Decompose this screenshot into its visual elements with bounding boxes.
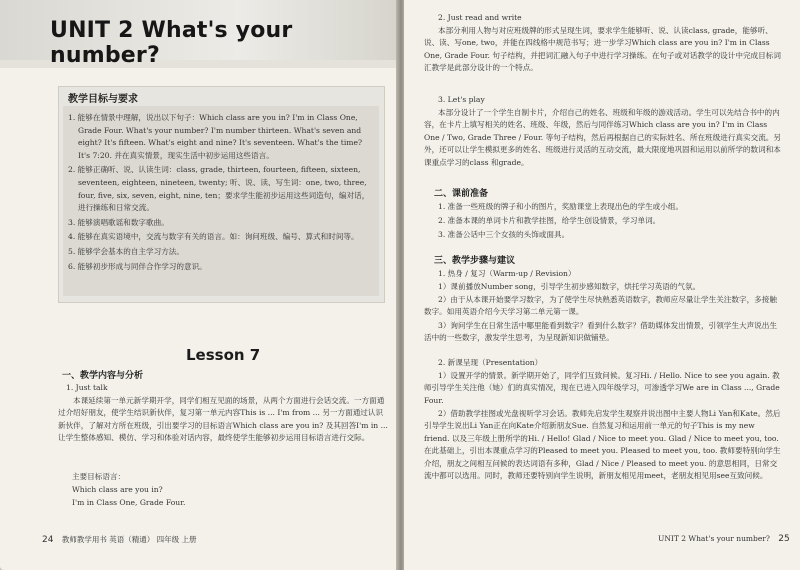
item-body: 本部分利用人物与对应班级牌的形式呈现生词，要求学生能够听、说、认读class, grade，能够听、说、读、写one, two，并能在四线格中规范书写；进一步学习Which class are you in? I'm in Class One, Grade Four. 句子结构，并把词汇融入句子中进行学习操练。在句子或对话教学的设计中完成目标词汇教学是此部分设计的一个特点。 [424,26,781,73]
left-page [0,0,398,570]
item-label: 2. Just read and write [438,13,522,22]
target-line: Which class are you in? [72,485,163,494]
footer-text: UNIT 2 What's your number? [658,534,770,543]
section2-heading: 二、课前准备 [434,189,489,199]
section1-body: 本课延续第一单元新学期开学，同学们相互见面的场景，从两个方面进行会话交流。一方面通过介绍好朋友，使学生结识新伙伴，复习第一单元内容This is ... I'm from ... 另一方面通过认识新伙伴，了解对方所在班级，引出要学习的目标语言Which class are you in? 及其回答I'm in ... 让学生整体感知、模仿、学习和体验对话内容，最终使学生能够初步运用目标语言进行交际。 [58,396,388,443]
item-label: 3. Let's play [438,95,485,104]
prep-item: 2. 准备本课的单词卡片和教学挂图，给学生创设情景，学习单词。 [438,216,661,225]
goal-item: 1. 能够在情景中理解，说出以下句子：Which class are you in? I'm in Class One, Grade Four. What's your number? I'm number thirteen. What's seven and eight? It's fifteen. What's eight and nine? It's seventeen. What's the time? It's 7:20. 并在真实情景，现实生活中初步运用这些语言。 [68,113,363,160]
warmup-item: 3）询问学生在日常生活中哪里能看到数字？看到什么数字？借助媒体发出情景，引领学生大声说出生活中的一些数字，激发学生思考，为呈现新知识做铺垫。 [424,321,777,343]
presentation-item: 2）借助教学挂图或光盘视听学习会话。教师先启发学生观察并说出图中主要人物Li Yan和Kate。然后引导学生说出Li Yan正在向Kate介绍新朋友Sue. 自然复习和运用前一单元的句子This is my new friend. 以及三年级上册所学的Hi. / Hello! Glad / Nice to meet you. Glad / Nice to meet you, too. 在此基础上，引出本课重点学习的Pleased to meet you. Pleased to meet you, too. 教师要特别向学生介绍，朋友之间相互问候的表达词语有多种，Glad / Nice / Pleased to meet you. 的意思相同，日常交流中都可以选用。同时，教师还要特别向学生说明，新朋友相见用meet，老朋友相见用see互致问候。 [424,409,781,481]
goal-item: 2. 能够正确听、说、认读生词：class, grade, thirteen, fourteen, fifteen, sixteen, seventeen, eighteen, nineteen, twenty; 听、说、读、写生词：one, two, three, four, five, six, seven, eight, nine, ten；要求学生能初步运用这些词造句，编对话，进行操练和日常交流。 [68,165,370,213]
warmup-label: 1. 热身 / 复习（Warm-up / Revision） [438,269,576,278]
prep-item: 1. 准备一些班级的牌子和小的图片，奖励课堂上表现出色的学生或小组。 [438,202,684,211]
right-page [404,0,800,570]
lesson-title: Lesson 7 [186,346,261,364]
goals-heading: 教学目标与要求 [68,94,138,105]
page-number: 24 [42,535,54,545]
goal-item: 3. 能够演唱歌谣和数字歌曲。 [68,217,169,227]
goal-item: 4. 能够在真实语境中，交流与数字有关的语言。如：询问班级、编号、算式和时间等。 [68,232,359,242]
presentation-label: 2. 新课呈现（Presentation） [438,358,543,367]
right-footer [658,534,790,544]
section1-subheading: 1. Just talk [66,383,108,392]
footer-text: 教师教学用书 英语（精通） 四年级 上册 [61,535,197,544]
presentation-item: 1）设置开学的情景。新学期开始了，同学们互致问候。复习Hi. / Hello. Nice to see you again. 教师引导学生关注他（她）们的真实情况，现在已进入四年级学习，可渗透学习We are in Class ..., Grade Four. [424,371,780,405]
section3-heading: 三、教学步骤与建议 [434,256,516,266]
goals-list [68,112,374,275]
warmup-item: 1）课前播放Number song，引导学生初步感知数字，烘托学习英语的气氛。 [438,282,701,291]
left-footer [42,534,197,545]
item-body: 本部分设计了一个学生自制卡片，介绍自己的姓名、班级和年级的游戏活动。学生可以先结合书中的内容，在卡片上填写相关的姓名、班级、年级，然后与同伴练习Which class are you in? I'm in Class One / Two, Grade Three / Four. 等句子结构，然后再根据自己的实际姓名、所在班级进行真实交流。另外，还可以让学生模拟更多的姓名、班级进行灵活的互动交流，最大限度地巩固和运用以前所学的数词和本课重点学习的class 和grade。 [424,108,781,167]
prep-item: 3. 准备公话中三个女孩的头饰或面具。 [438,230,570,239]
section1-heading: 一、教学内容与分析 [62,371,144,381]
goal-item: 6. 能够初步形成与同伴合作学习的意识。 [68,261,207,271]
target-heading: 主要目标语言： [72,472,126,481]
target-line: I'm in Class One, Grade Four. [72,498,186,507]
page-number: 25 [778,534,790,544]
goal-item: 5. 能够学会基本的自主学习方法。 [68,246,184,256]
unit-title: UNIT 2 What's your number? [50,18,293,68]
warmup-item: 2）由于从本课开始要学习数字，为了使学生尽快熟悉英语数字，教师应尽量让学生关注数字，多接触数字。如用英语介绍今天学习第二单元第一课。 [424,295,777,317]
